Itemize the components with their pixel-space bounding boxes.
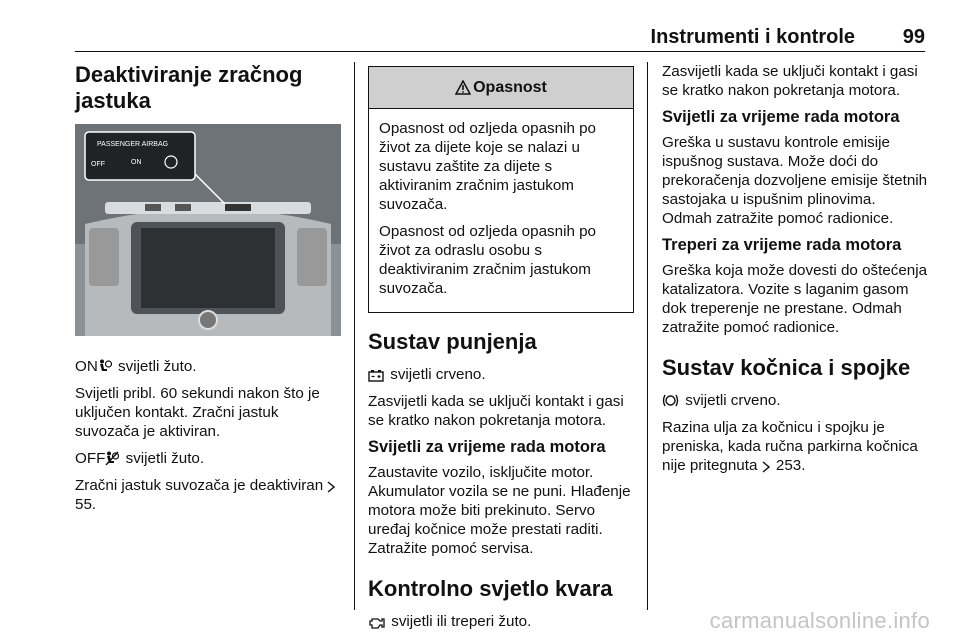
malfunction-line: svijetli ili treperi žuto. (368, 612, 634, 631)
battery-icon (368, 369, 384, 382)
page-number: 99 (902, 26, 925, 48)
heading-malfunction-light: Kontrolno svjetlo kvara (368, 576, 613, 601)
page-header (75, 26, 925, 50)
page-reference-icon[interactable] (327, 481, 335, 493)
charging-line: svijetli crveno. (368, 365, 634, 384)
heading-brake-clutch-system: Sustav kočnica i spojke (662, 355, 911, 380)
engine-icon (368, 616, 385, 629)
airbag-off-line: OFF svijetli žuto. (75, 450, 205, 467)
dashboard-photo (75, 124, 341, 336)
heading-airbag-deactivation: Deaktiviranje zračnog jastuka (75, 62, 303, 113)
charging-description: Zasvijetli kada se uključi kontakt i gasi se kratko nakon pokretanja motora. (368, 393, 624, 429)
page-title: Instrumenti i kontrole (650, 26, 855, 48)
warning-text-2: Opasnost od ozljeda opasnih po život za odraslu osobu s deaktiviranim zračnim jastukom suvozača. (379, 223, 597, 297)
airbag-off-description: Zračni jastuk suvozača je deaktiviran 55. (75, 476, 341, 514)
heading-lit-while-running: Svijetli za vrijeme rada motora (368, 438, 606, 456)
column-1 (75, 62, 341, 522)
brake-line: svijetli crveno. (662, 391, 928, 410)
watermark: carmanualsonline.info (709, 608, 930, 633)
flashing-description: Greška koja može dovesti do oštećenja katalizatora. Vozite s laganim gasom dok treperenje ne prestane. Odmah zatražite pomoć radionice. (662, 262, 928, 336)
heading-lit-while-running-2: Svijetli za vrijeme rada motora (662, 108, 900, 126)
airbag-on-icon (98, 359, 112, 374)
warning-text-1: Opasnost od ozljeda opasnih po život za dijete koje se nalazi u sustavu zaštite za dijete s aktiviranim zračnim jastukom suvozača. (379, 120, 597, 213)
heading-flashing-while-running: Treperi za vrijeme rada motora (662, 236, 902, 254)
airbag-off-icon (105, 451, 119, 466)
column-3 (662, 62, 928, 483)
header-rule (75, 51, 925, 52)
column-2 (368, 62, 634, 639)
heading-charging-system: Sustav punjenja (368, 329, 537, 354)
column-divider-right (647, 62, 648, 610)
warning-title: Opasnost (473, 79, 547, 96)
lit-while-running-description: Zaustavite vozilo, isključite motor. Akumulator vozila se ne puni. Hlađenje motora može biti prekinuto. Servo uređaj kočnice može prestati raditi. Zatražite pomoć servisa. (368, 464, 631, 557)
column-divider-left (354, 62, 355, 610)
airbag-on-line: ON svijetli žuto. (75, 358, 197, 375)
lit-while-running-description-2: Greška u sustavu kontrole emisije ispušnog sustava. Može doći do prekoračenja dozvoljene emisije štetnih sastojaka u ispušnim plinovima. Odmah zatražite pomoć radionice. (662, 134, 928, 227)
warning-header (369, 67, 633, 109)
warning-triangle-icon (455, 80, 471, 95)
brake-description: Razina ulja za kočnicu i spojku je preniska, kada ručna parkirna kočnica nije pritegnuta 253. (662, 419, 918, 474)
warning-box (368, 66, 634, 313)
brake-icon (662, 393, 679, 408)
airbag-on-description: Svijetli pribl. 60 sekundi nakon što je uključen kontakt. Zračni jastuk suvozača je aktiviran. (75, 385, 320, 440)
malfunction-intro: Zasvijetli kada se uključi kontakt i gasi se kratko nakon pokretanja motora. (662, 63, 918, 99)
page-reference-icon[interactable] (762, 461, 770, 473)
photo-label-off: OFF (91, 161, 105, 168)
photo-label-passenger-airbag: PASSENGER AIRBAG (97, 141, 169, 148)
on-label: ON (75, 358, 98, 375)
off-label: OFF (75, 450, 106, 467)
photo-label-on: ON (131, 159, 142, 166)
